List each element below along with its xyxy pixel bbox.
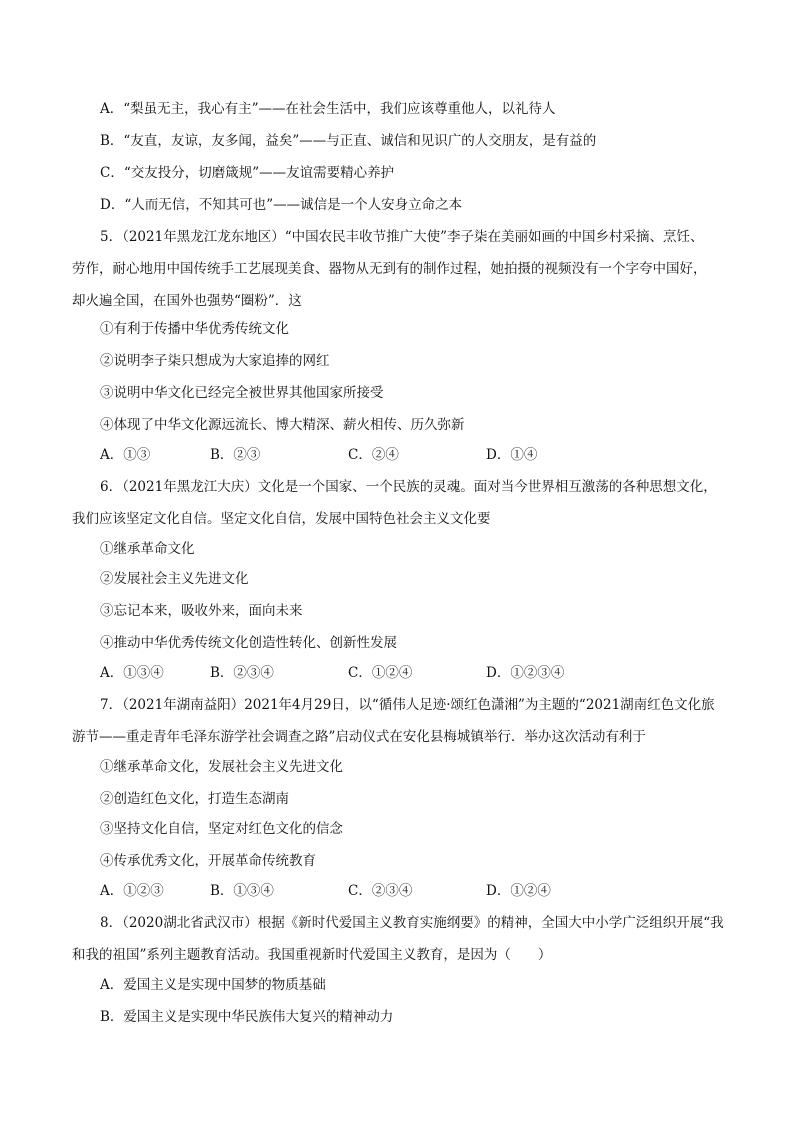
q7-choice-d: D．①②④ bbox=[486, 883, 551, 899]
q8-stem-line-1: 8．（2020湖北省武汉市）根据《新时代爱国主义教育实施纲要》的精神，全国大中小学广泛组织开展“我 bbox=[100, 915, 724, 931]
q5-item-4: ④体现了中华文化源远流长、博大精深、薪火相传、历久弥新 bbox=[100, 417, 465, 433]
q8-stem-line-2: 和我的祖国”系列主题教育活动。我国重视新时代爱国主义教育，是因为（ ） bbox=[72, 947, 552, 963]
q5-item-2: ②说明李子柒只想成为大家追捧的网红 bbox=[100, 353, 330, 369]
q5-item-3: ③说明中华文化已经完全被世界其他国家所接受 bbox=[100, 385, 384, 401]
q7-item-2: ②创造红色文化，打造生态湖南 bbox=[100, 791, 289, 807]
q6-choice-c: C．①②④ bbox=[348, 665, 413, 681]
q7-choice-a: A．①②③ bbox=[100, 883, 164, 899]
q7-choice-b: B．①③④ bbox=[210, 883, 274, 899]
q7-item-1: ①继承革命文化，发展社会主义先进文化 bbox=[100, 759, 343, 775]
q4-option-a: A．“梨虽无主，我心有主”——在社会生活中，我们应该尊重他人，以礼待人 bbox=[100, 101, 556, 117]
q7-choice-c: C．②③④ bbox=[348, 883, 413, 899]
q8-option-b: B．爱国主义是实现中华民族伟大复兴的精神动力 bbox=[100, 1009, 394, 1025]
q5-stem-line-2: 劳作，耐心地用中国传统手工艺展现美食、器物从无到有的制作过程，她拍摄的视频没有一个字夸中国好， bbox=[72, 261, 707, 277]
q6-choice-b: B．②③④ bbox=[210, 665, 274, 681]
q6-choice-d: D．①②③④ bbox=[486, 665, 565, 681]
q7-item-3: ③坚持文化自信，坚定对红色文化的信念 bbox=[100, 821, 343, 837]
q6-item-1: ①继承革命文化 bbox=[100, 541, 195, 557]
q5-stem-line-1: 5．（2021年黑龙江龙东地区）“中国农民丰收节推广大使”李子柒在美丽如画的中国乡村采摘、烹饪、 bbox=[100, 229, 704, 245]
q5-choice-a: A．①③ bbox=[100, 447, 151, 463]
q5-choice-c: C．②④ bbox=[348, 447, 399, 463]
q4-option-c: C．“交友投分，切磨箴规”——友谊需要精心养护 bbox=[100, 165, 395, 181]
q5-choice-b: B．②③ bbox=[210, 447, 261, 463]
q8-option-a: A．爱国主义是实现中国梦的物质基础 bbox=[100, 977, 326, 993]
q7-stem-line-2: 游节——重走青年毛泽东游学社会调查之路”启动仪式在安化县梅城镇举行．举办这次活动有利于 bbox=[72, 729, 646, 745]
q5-item-1: ①有利于传播中华优秀传统文化 bbox=[100, 321, 289, 337]
q7-item-4: ④传承优秀文化，开展革命传统教育 bbox=[100, 853, 316, 869]
q7-stem-line-1: 7．（2021年湖南益阳）2021年4月29日，以“循伟人足迹·颂红色潇湘”为主题的“2021湖南红色文化旅 bbox=[100, 697, 715, 713]
q6-stem-line-1: 6．（2021年黑龙江大庆）文化是一个国家、一个民族的灵魂。面对当今世界相互激荡的各种思想文化， bbox=[100, 479, 717, 495]
q6-choice-a: A．①③④ bbox=[100, 665, 164, 681]
q6-item-3: ③忘记本来，吸收外来，面向未来 bbox=[100, 603, 303, 619]
q6-item-2: ②发展社会主义先进文化 bbox=[100, 571, 249, 587]
q4-option-d: D．“人而无信，不知其可也”——诚信是一个人安身立命之本 bbox=[100, 197, 463, 213]
q5-stem-line-3: 却火遍全国，在国外也强势“圈粉”．这 bbox=[72, 293, 302, 309]
q6-item-4: ④推动中华优秀传统文化创造性转化、创新性发展 bbox=[100, 635, 397, 651]
q6-stem-line-2: 我们应该坚定文化自信。坚定文化自信，发展中国特色社会主义文化要 bbox=[72, 511, 491, 527]
q5-choice-d: D．①④ bbox=[486, 447, 538, 463]
q4-option-b: B．“友直，友谅，友多闻，益矣”——与正直、诚信和见识广的人交朋友，是有益的 bbox=[100, 133, 597, 149]
